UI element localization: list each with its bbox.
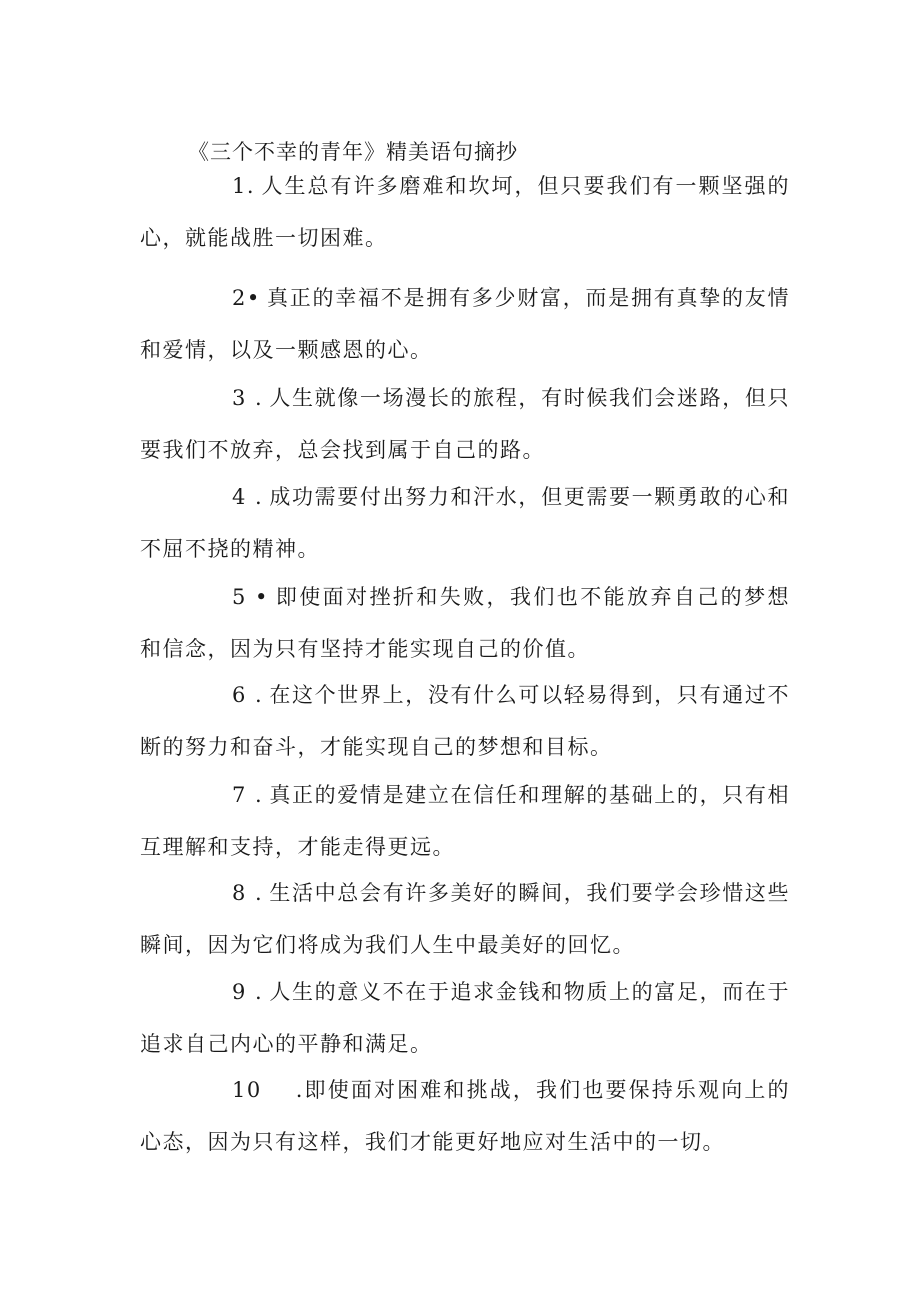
item-number: 3 . bbox=[232, 386, 264, 410]
quote-item-9 bbox=[140, 966, 790, 1070]
quote-item-1 bbox=[140, 160, 790, 264]
item-number: 1. bbox=[232, 174, 256, 198]
item-text: 即使面对挫折和失败，我们也不能放弃自己的梦想和信念，因为只有坚持才能实现自己的价值。 bbox=[140, 585, 790, 661]
quote-item-2 bbox=[140, 272, 790, 376]
item-text: 真正的幸福不是拥有多少财富，而是拥有真挚的友情和爱情，以及一颗感恩的心。 bbox=[140, 286, 790, 362]
item-number: 7 . bbox=[232, 783, 264, 807]
item-text: 人生就像一场漫长的旅程，有时候我们会迷路，但只要我们不放弃，总会找到属于自己的路。 bbox=[140, 386, 790, 462]
item-text: 生活中总会有许多美好的瞬间，我们要学会珍惜这些瞬间，因为它们将成为我们人生中最美好的回忆。 bbox=[140, 881, 790, 957]
item-text: 人生的意义不在于追求金钱和物质上的富足，而在于追求自己内心的平静和满足。 bbox=[140, 980, 790, 1056]
quote-item-3 bbox=[140, 372, 790, 476]
item-text: .即使面对困难和挑战，我们也要保持乐观向上的心态，因为只有这样，我们才能更好地应对生活中的一切。 bbox=[140, 1078, 790, 1154]
quote-item-5 bbox=[140, 571, 790, 675]
item-number: 10 bbox=[232, 1078, 262, 1102]
item-number: 4 . bbox=[232, 485, 264, 509]
item-number: 9 . bbox=[232, 980, 264, 1004]
item-text: 成功需要付出努力和汗水，但更需要一颗勇敢的心和不屈不挠的精神。 bbox=[140, 485, 790, 561]
quote-item-10 bbox=[140, 1064, 790, 1168]
item-number: 6 . bbox=[232, 683, 264, 707]
item-text: 在这个世界上，没有什么可以轻易得到，只有通过不断的努力和奋斗，才能实现自己的梦想和目标。 bbox=[140, 683, 790, 759]
quote-item-8 bbox=[140, 867, 790, 971]
quote-item-7 bbox=[140, 769, 790, 873]
quote-item-6 bbox=[140, 669, 790, 773]
item-text: 真正的爱情是建立在信任和理解的基础上的，只有相互理解和支持，才能走得更远。 bbox=[140, 783, 790, 859]
quote-item-4 bbox=[140, 471, 790, 575]
document-title: 《三个不幸的青年》精美语句摘抄 bbox=[188, 140, 518, 164]
item-number: 2• bbox=[232, 286, 261, 310]
item-number: 5 • bbox=[232, 585, 269, 609]
item-number: 8 . bbox=[232, 881, 264, 905]
item-text: 人生总有许多磨难和坎坷，但只要我们有一颗坚强的心，就能战胜一切困难。 bbox=[140, 174, 790, 250]
